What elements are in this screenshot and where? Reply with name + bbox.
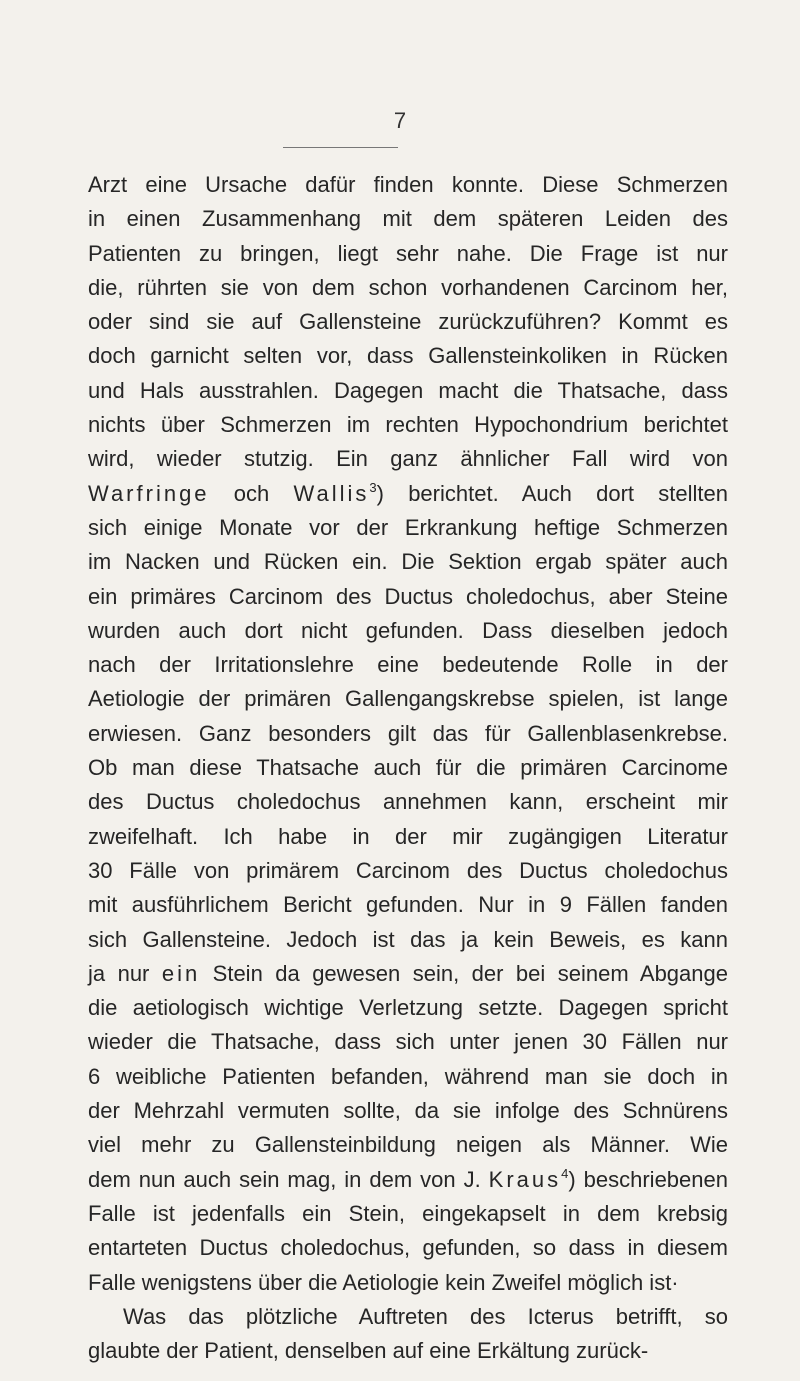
text-line: mit ausführlichem Bericht gefunden. Nur in 9 Fällen fanden xyxy=(88,892,728,918)
conjunction-text: och xyxy=(209,480,294,506)
text-line: Patienten zu bringen, liegt sehr nahe. Die Frage ist nur xyxy=(88,240,728,266)
emphasized-word: ein xyxy=(161,960,201,986)
footnote-ref-3: 3 xyxy=(369,479,377,495)
author-name-kraus: Kraus xyxy=(488,1166,562,1192)
text-line-with-citation-4 xyxy=(88,1163,728,1197)
text-line: erwiesen. Ganz besonders gilt das für Gallenblasenkrebse. xyxy=(88,720,728,746)
text-line: zweifelhaft. Ich habe in der mir zugängigen Literatur xyxy=(88,823,728,849)
text-line: doch garnicht selten vor, dass Gallensteinkoliken in Rücken xyxy=(88,343,728,369)
text-line: die aetiologisch wichtige Verletzung setzte. Dagegen spricht xyxy=(88,995,728,1021)
body-text xyxy=(88,168,728,1368)
text-line: viel mehr zu Gallensteinbildung neigen als Männer. Wie xyxy=(88,1132,728,1158)
text-line: im Nacken und Rücken ein. Die Sektion ergab später auch xyxy=(88,549,728,575)
text-line: Falle ist jedenfalls ein Stein, eingekapselt in dem krebsig xyxy=(88,1200,728,1226)
text-line: nach der Irritationslehre eine bedeutende Rolle in der xyxy=(88,652,728,678)
text-line: Arzt eine Ursache dafür finden konnte. Diese Schmerzen xyxy=(88,172,728,197)
text-line: Ob man diese Thatsache auch für die primären Carcinome xyxy=(88,755,728,781)
text-line: der Mehrzahl vermuten sollte, da sie infolge des Schnürens xyxy=(88,1098,728,1124)
page-number: 7 xyxy=(393,108,407,133)
text-line: entarteten Ductus choledochus, gefunden, so dass in diesem xyxy=(88,1235,728,1261)
text-line: wird, wieder stutzig. Ein ganz ähnlicher Fall wird von xyxy=(88,446,728,472)
author-name-warfringe: Warfringe xyxy=(88,480,210,506)
line-remainder: ) berichtet. Auch dort stellten xyxy=(376,480,728,506)
text-line: wieder die Thatsache, dass sich unter jenen 30 Fällen nur xyxy=(88,1029,728,1055)
text-line: in einen Zusammenhang mit dem späteren Leiden des xyxy=(88,206,728,232)
text-line: Aetiologie der primären Gallengangskrebse spielen, ist lange xyxy=(88,686,728,712)
text-line: oder sind sie auf Gallensteine zurückzuführen? Kommt es xyxy=(88,309,728,335)
author-name-wallis: Wallis xyxy=(293,480,370,506)
page-header-rule xyxy=(283,147,398,148)
text-line: sich Gallensteine. Jedoch ist das ja kein Beweis, es kann xyxy=(88,926,728,952)
text-line: des Ductus choledochus annehmen kann, erscheint mir xyxy=(88,789,728,815)
line-start: ja nur xyxy=(88,960,162,986)
text-line: und Hals ausstrahlen. Dagegen macht die Thatsache, dass xyxy=(88,377,728,403)
text-line: die, rührten sie von dem schon vorhandenen Carcinom her, xyxy=(88,274,728,300)
text-line: 6 weibliche Patienten befanden, während man sie doch in xyxy=(88,1063,728,1089)
line-remainder: Stein da gewesen sein, der bei seinem Abgange xyxy=(200,960,728,986)
text-line: Falle wenigstens über die Aetiologie kein Zweifel möglich ist· xyxy=(88,1269,679,1295)
text-line: 30 Fälle von primärem Carcinom des Ductus choledochus xyxy=(88,857,728,883)
text-line: wurden auch dort nicht gefunden. Dass dieselben jedoch xyxy=(88,617,728,643)
footnote-ref-4: 4 xyxy=(561,1165,569,1181)
line-remainder: ) beschriebenen xyxy=(568,1166,728,1192)
text-line: nichts über Schmerzen im rechten Hypochondrium berichtet xyxy=(88,412,728,438)
text-line: sich einige Monate vor der Erkrankung heftige Schmerzen xyxy=(88,514,728,540)
text-line: ein primäres Carcinom des Ductus choledochus, aber Steine xyxy=(88,583,728,609)
paragraph-start-line: Was das plötzliche Auftreten des Icterus betrifft, so xyxy=(123,1303,728,1329)
text-line: glaubte der Patient, denselben auf eine Erkältung zurück- xyxy=(88,1338,649,1364)
text-line-with-emphasis xyxy=(88,957,728,991)
line-start: dem nun auch sein mag, in dem von J. xyxy=(88,1166,489,1192)
text-line-with-citation-3 xyxy=(88,477,728,511)
